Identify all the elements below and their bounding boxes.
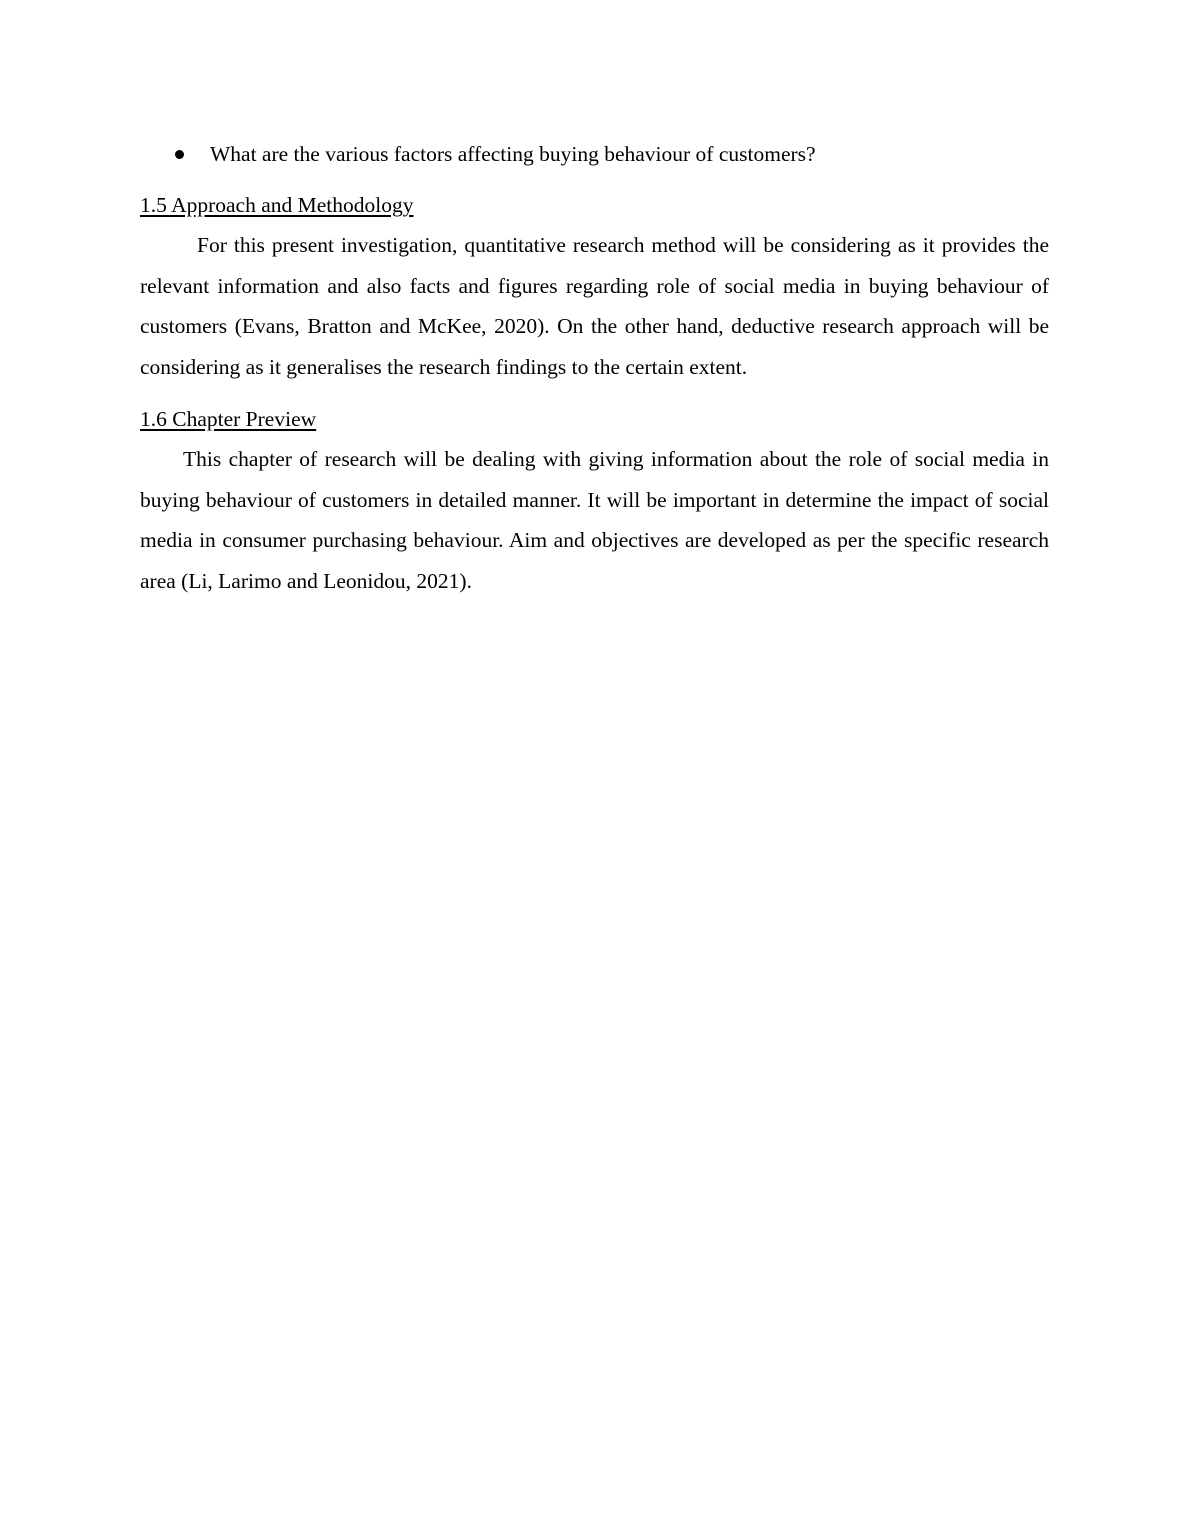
section-heading-chapter-preview: 1.6 Chapter Preview	[140, 407, 317, 431]
section-body-chapter-preview: This chapter of research will be dealing with giving information about the role of social media in buying behaviour of customers in detailed manner. It will be important in determine the impact of social media in consumer purchasing behaviour. Aim and objectives are developed as per the specific research area (Li, Larimo and Leonidou, 2021).	[140, 447, 1049, 593]
list-item-text: What are the various factors affecting buying behaviour of customers?	[210, 142, 816, 166]
bullet-icon	[175, 150, 184, 159]
section-heading-approach-methodology: 1.5 Approach and Methodology	[140, 193, 414, 217]
research-questions-list	[140, 136, 1049, 172]
list-item	[140, 136, 1049, 172]
section-body-approach-methodology: For this present investigation, quantitative research method will be considering as it provides the relevant information and also facts and figures regarding role of social media in buying behaviour of customers (Evans, Bratton and McKee, 2020). On the other hand, deductive research approach will be considering as it generalises the research findings to the certain extent.	[140, 233, 1049, 379]
page-content	[140, 136, 1049, 601]
